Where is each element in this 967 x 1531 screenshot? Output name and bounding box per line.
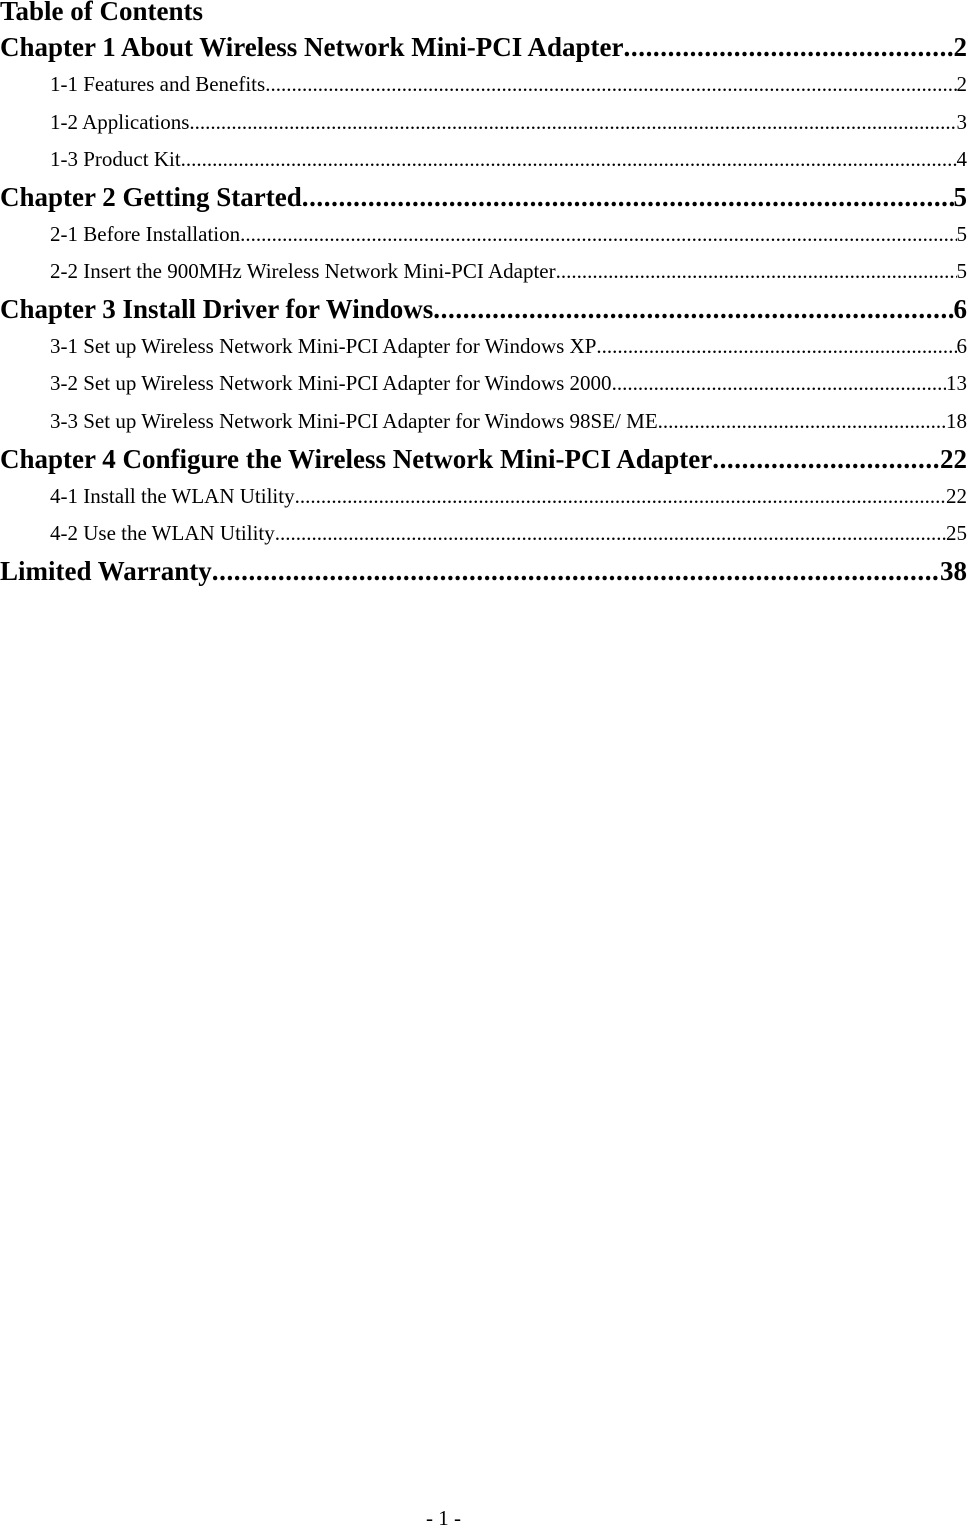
toc-page-number: 5 [956,259,967,283]
toc-page-number: 38 [940,556,967,586]
toc-page-number: 18 [946,409,967,433]
toc-chapter-1[interactable] [0,32,967,63]
toc-section-3-2[interactable] [0,371,967,396]
toc-section-label: 3-2 Set up Wireless Network Mini-PCI Adapter for Windows 2000 [50,371,612,395]
toc-page-number: 22 [940,444,967,474]
toc-section-label: 1-1 Features and Benefits [50,72,266,96]
toc-chapter-4[interactable] [0,444,967,475]
toc-page-number: 4 [956,147,967,171]
toc-section-4-1[interactable] [0,484,967,509]
dot-leader [612,371,946,396]
toc-page-number: 6 [956,334,967,358]
dot-leader [596,334,956,359]
dot-leader [712,444,940,475]
toc-section-label: 2-2 Insert the 900MHz Wireless Network Mini-PCI Adapter [50,259,556,283]
toc-section-label: 4-1 Install the WLAN Utility [50,484,295,508]
toc-chapter-warranty[interactable] [0,556,967,587]
toc-chapter-label: Chapter 1 About Wireless Network Mini-PCI Adapter [0,32,624,62]
toc-section-1-1[interactable] [0,72,967,97]
toc-chapter-label: Limited Warranty [0,556,212,586]
toc-section-label: 3-1 Set up Wireless Network Mini-PCI Adapter for Windows XP [50,334,597,358]
toc-page-number: 3 [956,110,967,134]
toc-section-2-1[interactable] [0,222,967,247]
toc-page-number: 6 [953,294,967,324]
dot-leader [658,409,946,434]
toc-page-number: 5 [956,222,967,246]
dot-leader [212,556,940,587]
toc-page-number: 13 [946,371,967,395]
dot-leader [295,484,946,509]
toc-section-3-1[interactable] [0,334,967,359]
toc-section-label: 1-3 Product Kit [50,147,181,171]
toc-page-number: 25 [946,521,967,545]
dot-leader [265,72,956,97]
toc-section-1-2[interactable] [0,110,967,135]
toc-section-label: 2-1 Before Installation [50,222,241,246]
toc-chapter-label: Chapter 3 Install Driver for Windows [0,294,434,324]
toc-section-2-2[interactable] [0,259,967,284]
toc-section-label: 4-2 Use the WLAN Utility [50,521,275,545]
toc-chapter-2[interactable] [0,182,967,213]
toc-title: Table of Contents [0,0,204,26]
dot-leader [433,294,953,325]
toc-page-number: 5 [953,182,967,212]
toc-page-number: 22 [946,484,967,508]
dot-leader [181,147,957,172]
page-number-footer: - 1 - [426,1506,461,1530]
dot-leader [240,222,956,247]
toc-chapter-label: Chapter 2 Getting Started [0,182,302,212]
toc-section-3-3[interactable] [0,409,967,434]
toc-page-number: 2 [956,72,967,96]
toc-section-label: 1-2 Applications [50,110,190,134]
toc-chapter-label: Chapter 4 Configure the Wireless Network Mini-PCI Adapter [0,444,713,474]
dot-leader [556,259,957,284]
toc-page-number: 2 [953,32,967,62]
toc-section-label: 3-3 Set up Wireless Network Mini-PCI Adapter for Windows 98SE/ ME [50,409,658,433]
dot-leader [302,182,954,213]
toc-chapter-3[interactable] [0,294,967,325]
dot-leader [275,521,946,546]
toc-section-1-3[interactable] [0,147,967,172]
toc-section-4-2[interactable] [0,521,967,546]
dot-leader [189,110,956,135]
dot-leader [624,32,954,63]
